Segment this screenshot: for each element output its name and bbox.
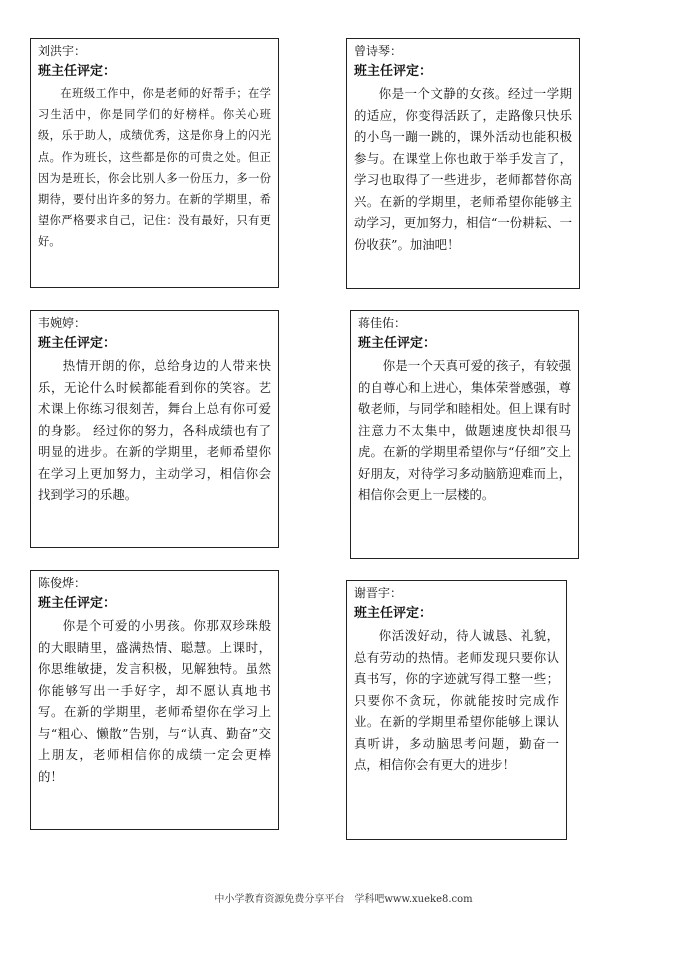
evaluation-heading: 班主任评定：: [38, 336, 117, 351]
evaluation-heading: 班主任评定：: [38, 596, 117, 611]
evaluation-text: 在班级工作中，你是老师的好帮手；在学习生活中，你是同学们的好榜样。你关心班级，乐于助人，成绩优秀，这是你身上的闪光点。作为班长，这些都是你的可贵之处。但正因为是班长，你会比别人多一份压力，多一份期待，要付出许多的努力。在新的学期里，希望你严格要求自己，记住：没有最好，只有更好。: [38, 87, 271, 249]
comment-card-2: [346, 38, 580, 289]
evaluation-text: 你是一个天真可爱的孩子，有较强的自尊心和上进心，集体荣誉感强，尊敬老师，与同学和睦相处。但上课有时注意力不太集中，做题速度快却很马虎。在新的学期里希望你与“仔细”交上好朋友，对待学习多动脑筋迎难而上，相信你会更上一层楼的。: [358, 358, 571, 502]
evaluation-heading: 班主任评定：: [358, 336, 437, 351]
student-name: 蒋佳佑：: [358, 316, 407, 330]
evaluation-heading: 班主任评定：: [38, 64, 117, 79]
page-footer: 中小学教育资源免费分享平台 学科吧www.xueke8.com: [214, 894, 473, 905]
evaluation-heading: 班主任评定：: [354, 606, 433, 621]
comment-card-4: [350, 310, 579, 559]
comment-card-6: [346, 580, 567, 840]
evaluation-text: 你是个可爱的小男孩。你那双珍珠般的大眼睛里，盛满热情、聪慧。上课时，你思维敏捷，发言积极，见解独特。虽然你能够写出一手好字，却不愿认真地书写。在新的学期里，老师希望你在学习上与“粗心、懒散”告别，与“认真、勤奋”交上朋友，老师相信你的成绩一定会更棒的！: [38, 618, 271, 784]
comment-card-3: [30, 310, 279, 548]
evaluation-heading: 班主任评定：: [354, 64, 433, 79]
comment-card-1: [30, 38, 279, 288]
student-name: 曾诗琴：: [354, 44, 403, 58]
comment-card-5: [30, 570, 279, 830]
student-name: 刘洪宇：: [38, 44, 87, 58]
evaluation-text: 热情开朗的你，总给身边的人带来快乐，无论什么时候都能看到你的笑容。艺术课上你练习很刻苦，舞台上总有你可爱的身影。 经过你的努力，各科成绩也有了明显的进步。在新的学期里，老师希望你在学习上更加努力，主动学习，相信你会找到学习的乐趣。: [38, 358, 271, 502]
evaluation-text: 你活泼好动，待人诚恳、礼貌，总有劳动的热情。老师发现只要你认真书写，你的字迹就写得工整一些；只要你不贪玩，你就能按时完成作业。在新的学期里希望你能够上课认真听讲，多动脑思考问题，勤奋一点，相信你会有更大的进步！: [354, 628, 559, 772]
evaluation-text: 你是一个文静的女孩。经过一学期的适应，你变得活跃了，走路像只快乐的小鸟一蹦一跳的，课外活动也能积极参与。在课堂上你也敢于举手发言了，学习也取得了一些进步，老师都替你高兴。在新的学期里，老师希望你能够主动学习，更加努力，相信“一份耕耘、一份收获”。加油吧！: [354, 86, 572, 252]
student-name: 陈俊烨：: [38, 576, 87, 590]
student-name: 韦婉婷：: [38, 316, 87, 330]
student-name: 谢晋宇：: [354, 586, 403, 600]
